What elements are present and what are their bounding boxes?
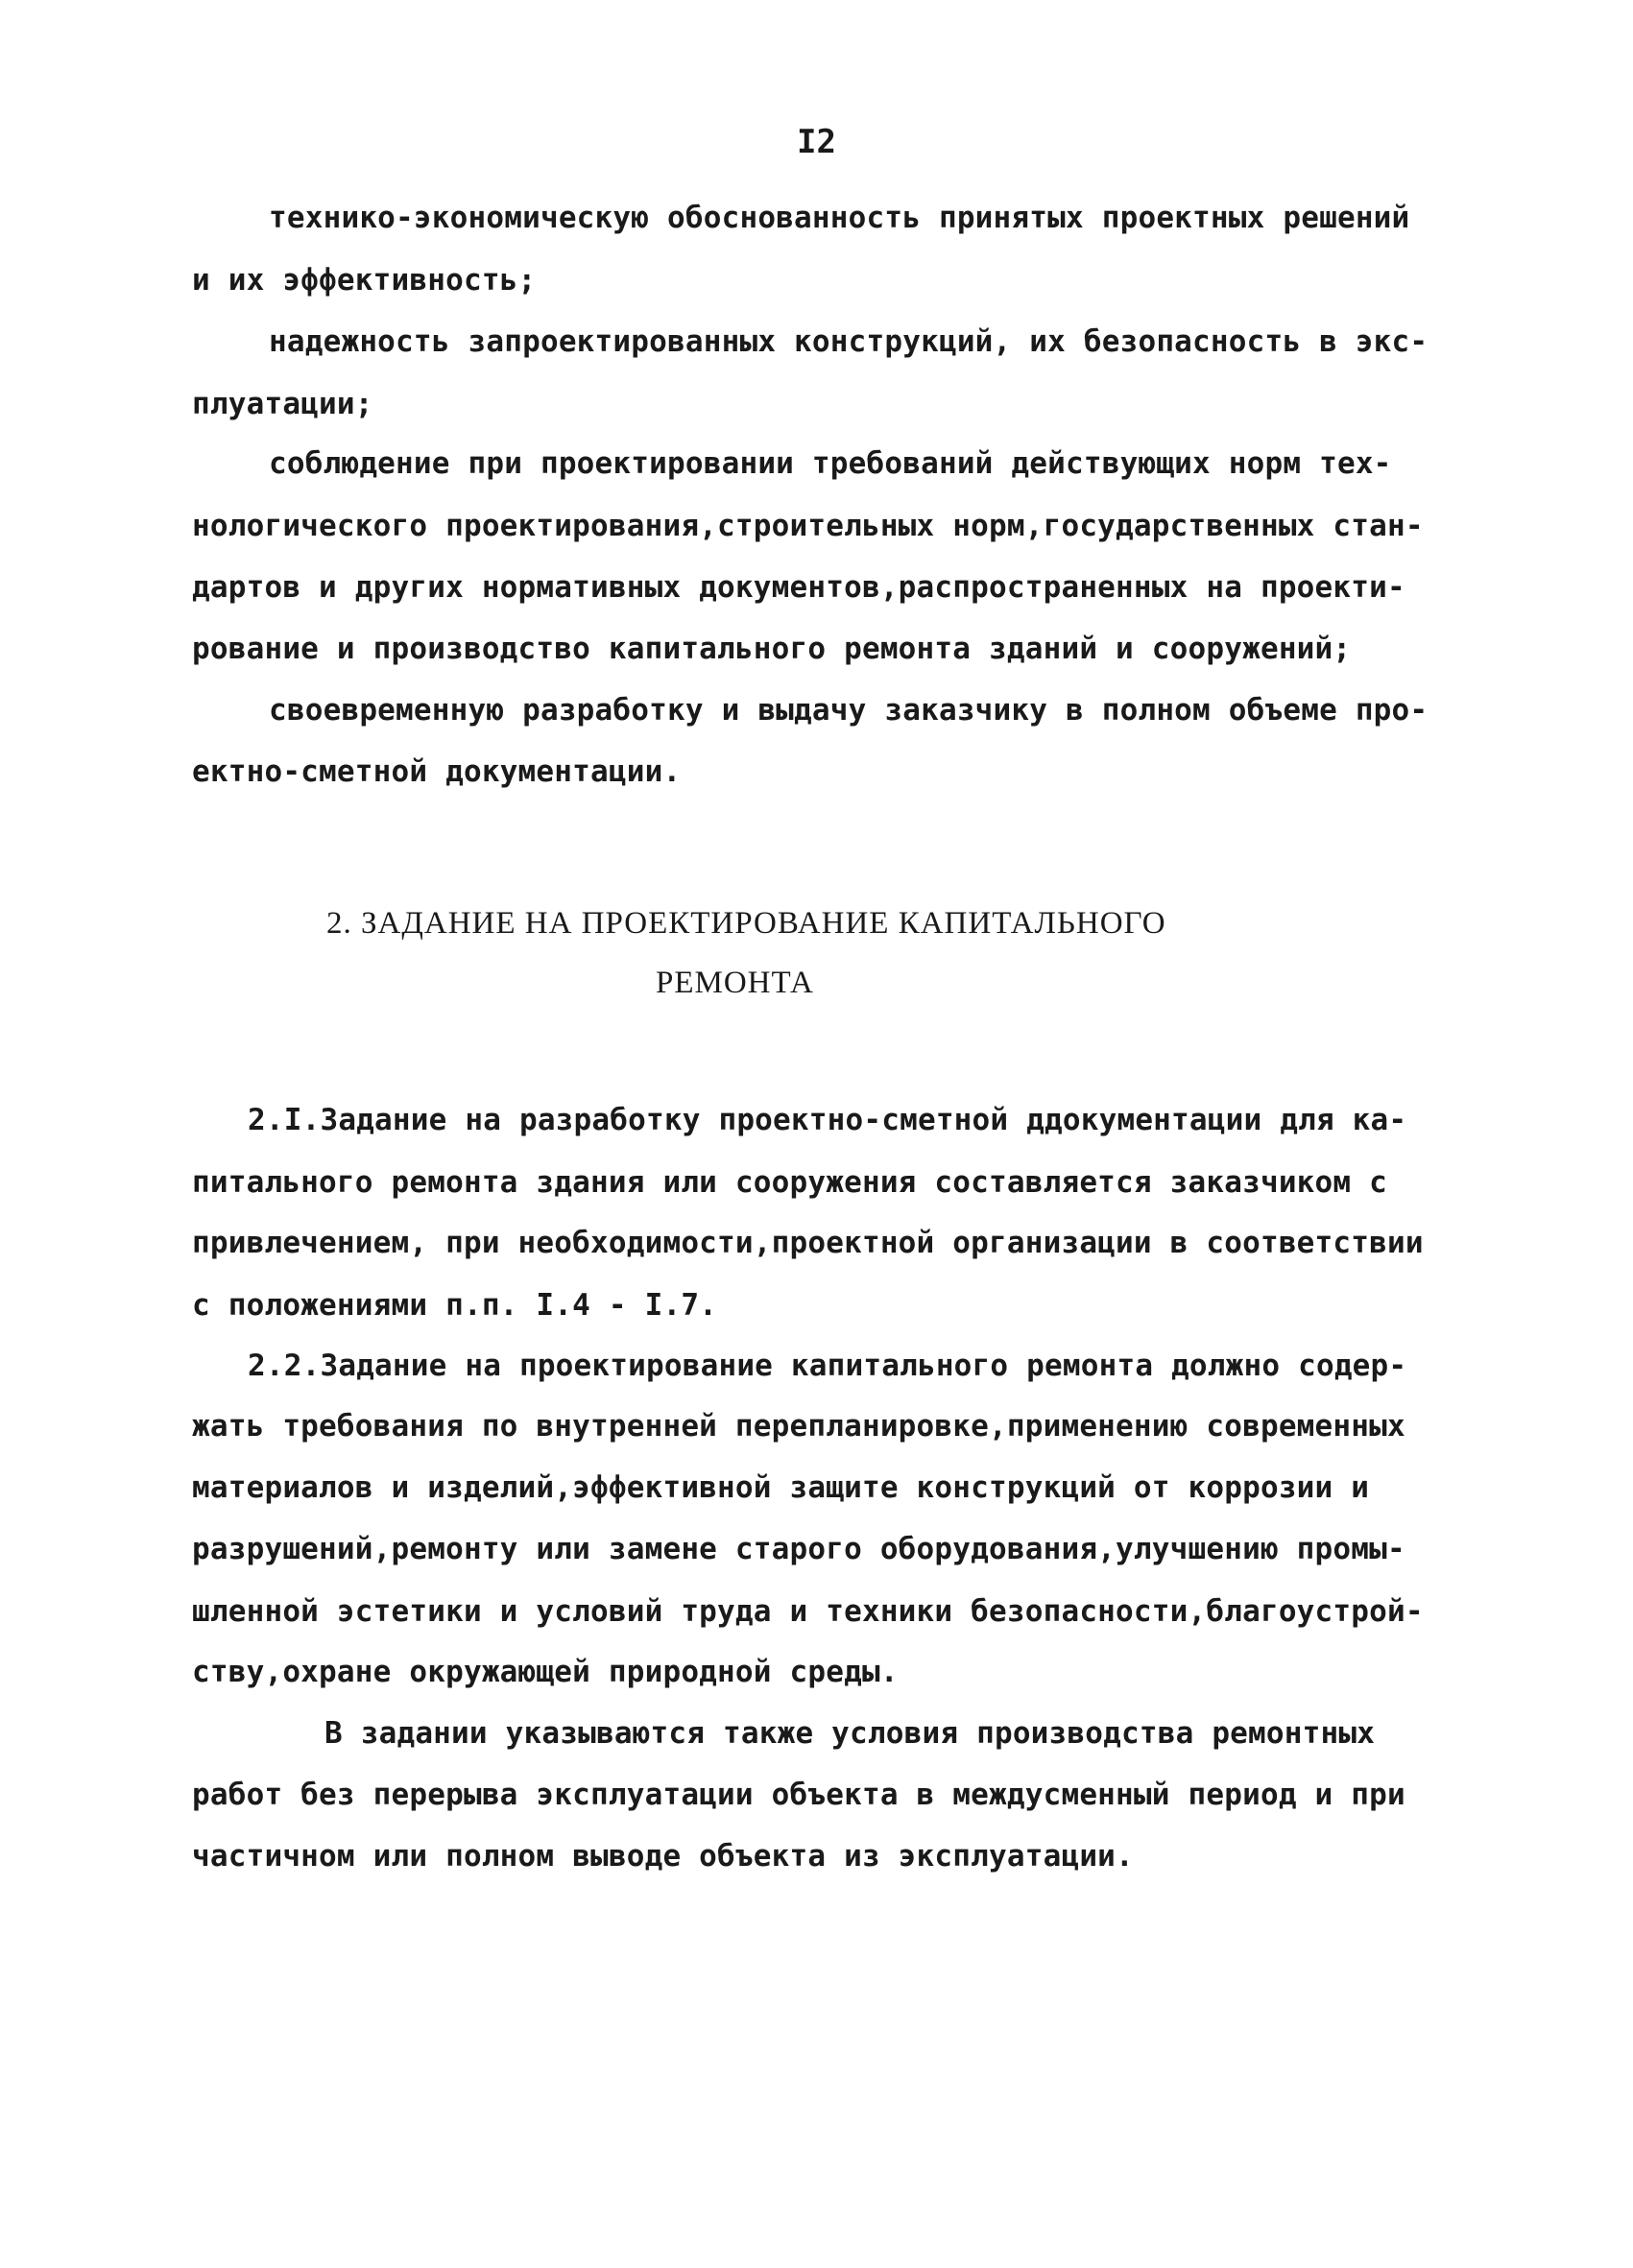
intro-line: нологического проектирования,строительных норм,государственных стан-: [192, 509, 1424, 543]
body-line: разрушений,ремонту или замене старого оборудования,улучшению промы-: [192, 1532, 1405, 1566]
body-line: жать требования по внутренней перепланировке,применению современных: [192, 1409, 1405, 1444]
intro-line: плуатации;: [192, 387, 373, 421]
body-line: работ без перерыва эксплуатации объекта в междусменный период и при: [192, 1778, 1405, 1812]
intro-line: соблюдение при проектировании требований действующих норм тех-: [269, 446, 1392, 481]
intro-line: надежность запроектированных конструкций, их безопасность в экс-: [269, 324, 1429, 359]
page-number: I2: [797, 123, 836, 161]
body-line: материалов и изделий,эффективной защите конструкций от коррозии и: [192, 1470, 1370, 1505]
body-line: 2.I.Задание на разработку проектно-сметной ддокументации для ка-: [248, 1103, 1407, 1137]
intro-line: ектно-сметной документации.: [192, 754, 682, 789]
body-line: шленной эстетики и условий труда и техники безопасности,благоустрой-: [192, 1594, 1424, 1629]
body-line: ству,охране окружающей природной среды.: [192, 1655, 899, 1689]
body-line: с положениями п.п. I.4 - I.7.: [192, 1288, 718, 1323]
intro-line: дартов и других нормативных документов,распространенных на проекти-: [192, 570, 1405, 605]
intro-line: рование и производство капитального ремонта зданий и сооружений;: [192, 632, 1352, 666]
intro-line: своевременную разработку и выдачу заказчику в полном объеме про-: [269, 693, 1429, 728]
intro-line: технико-экономическую обоснованность принятых проектных решений: [269, 201, 1410, 235]
intro-line: и их эффективность;: [192, 263, 537, 298]
section-title: 2. ЗАДАНИЕ НА ПРОЕКТИРОВАНИЕ КАПИТАЛЬНОГО: [326, 906, 1166, 941]
body-line: 2.2.Задание на проектирование капитального ремонта должно содер-: [248, 1349, 1407, 1383]
body-line: частичном или полном выводе объекта из эксплуатации.: [192, 1839, 1134, 1874]
body-line: питального ремонта здания или сооружения составляется заказчиком с: [192, 1165, 1387, 1200]
body-line: В задании указываются также условия производства ремонтных: [324, 1716, 1376, 1751]
body-line: привлечением, при необходимости,проектной организации в соответствии: [192, 1226, 1424, 1260]
section-title-cont: РЕМОНТА: [656, 966, 814, 1000]
